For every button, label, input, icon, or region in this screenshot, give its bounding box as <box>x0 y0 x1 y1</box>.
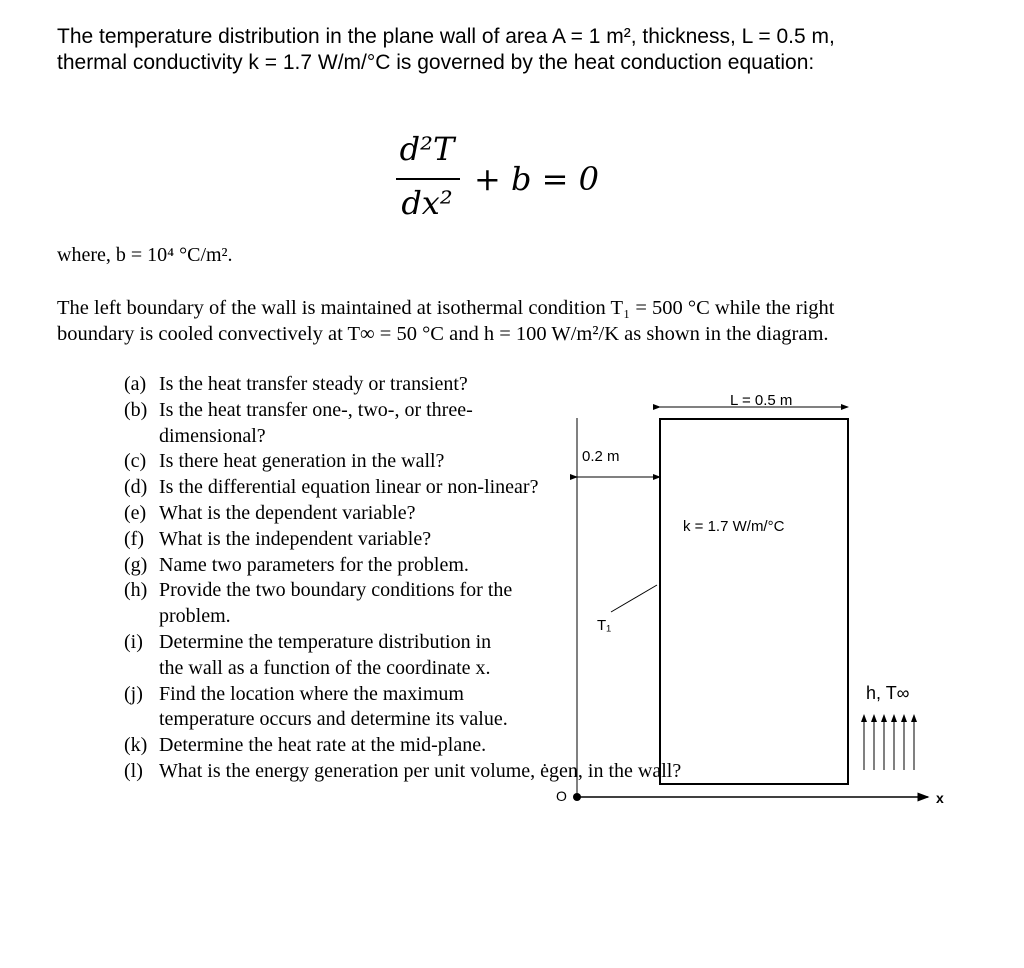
question-item: (a) Is the heat transfer steady or transient? <box>124 373 468 395</box>
intro-line-1: The temperature distribution in the plane wall of area A = 1 m², thickness, L = 0.5 m, <box>57 25 835 48</box>
boundary-paragraph <box>57 295 957 347</box>
equation-denominator: dx² <box>401 184 453 222</box>
question-item: (j) Find the location where the maximum temperature occurs and determine its value. <box>124 682 508 731</box>
offset-label: 0.2 m <box>582 448 620 465</box>
conductivity-label: k = 1.7 W/m/°C <box>683 518 785 535</box>
boundary-line-1: The left boundary of the wall is maintained at isothermal condition T₁ = 500 °C while the right <box>57 297 835 319</box>
equation-numerator: d²T <box>399 130 455 168</box>
origin-dot <box>573 793 581 801</box>
question-item: (d) Is the differential equation linear or non-linear? <box>124 476 539 499</box>
where-definition: where, b = 10⁴ °C/m². <box>57 244 233 266</box>
question-item: (c) Is there heat generation in the wall? <box>124 450 445 473</box>
fraction-bar <box>396 178 460 180</box>
question-item: (h) Provide the two boundary conditions for the problem. <box>124 579 513 628</box>
x-axis-label: x <box>936 790 944 806</box>
convection-label: h, T∞ <box>866 683 910 703</box>
origin-label: O <box>556 788 567 804</box>
t1-label: T₁ <box>597 617 612 634</box>
boundary-line-2: boundary is cooled convectively at T∞ = 50 °C and h = 100 W/m²/K as shown in the diagram. <box>57 323 829 345</box>
length-label: L = 0.5 m <box>730 392 793 409</box>
question-item: (i) Determine the temperature distribution in the wall as a function of the coordinate x. <box>124 630 492 679</box>
question-item: (b) Is the heat transfer one-, two-, or three-dimensional? <box>124 398 473 447</box>
equation-rest: + b = 0 <box>474 160 599 198</box>
question-item: (k) Determine the heat rate at the mid-plane. <box>124 734 487 757</box>
intro-line-2: thermal conductivity k = 1.7 W/m/°C is governed by the heat conduction equation: <box>57 51 815 74</box>
convection-arrows <box>864 715 914 770</box>
question-item: (g) Name two parameters for the problem. <box>124 553 469 576</box>
question-list <box>124 372 764 785</box>
question-item: (e) What is the dependent variable? <box>124 501 416 524</box>
problem-intro <box>57 24 977 76</box>
question-item: (l) What is the energy generation per unit volume, ėgen, in the wall? <box>124 759 682 782</box>
question-item: (f) What is the independent variable? <box>124 527 432 550</box>
